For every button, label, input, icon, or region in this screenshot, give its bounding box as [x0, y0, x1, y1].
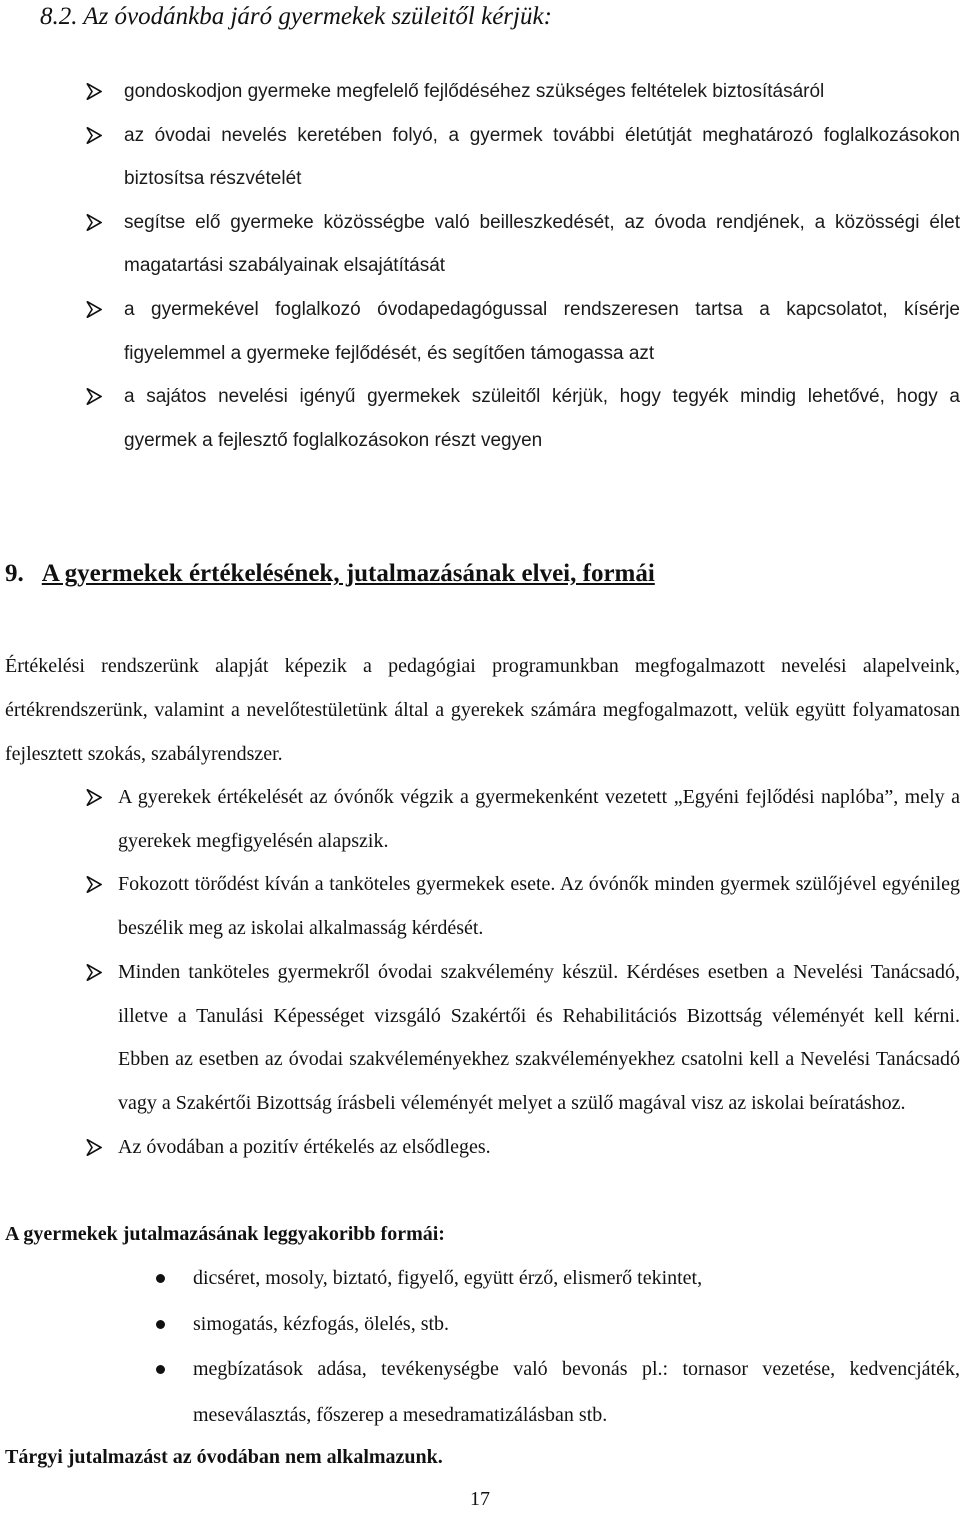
list-item [84, 951, 960, 1126]
arrow-bullet-icon [86, 375, 106, 418]
list-item-text: gondoskodjon gyermeke megfelelő fejlődéséhez szükséges feltételek biztosításáról [124, 81, 825, 102]
bullet-icon [156, 1365, 165, 1374]
list-item [150, 1347, 960, 1438]
page-number: 17 [470, 1488, 490, 1510]
list-item-text: dicséret, mosoly, biztató, figyelő, együtt érző, elismerő tekintet, [193, 1267, 703, 1289]
bullet-icon [156, 1274, 165, 1283]
list-item [84, 776, 960, 863]
list-item-text: megbízatások adása, tevékenységbe való bevonás pl.: tornasor vezetése, kedvencjáték, meseválasztás, főszerep a mesedramatizálásban stb. [193, 1358, 960, 1426]
section-title: 8.2. Az óvodánkba járó gyermekek szüleitől kérjük: [40, 3, 552, 30]
arrow-bullet-icon [86, 1126, 106, 1169]
bullet-icon [156, 1320, 165, 1329]
intro-paragraph: Értékelési rendszerünk alapját képezik a pedagógiai programunkban megfogalmazott nevelési alapelveink, értékrendszerünk, valamint a nevelőtestületünk által a gyerekek számára megfogalmazott, velük együtt folyamatosan fejlesztett szokás, szabályrendszer. [5, 655, 960, 765]
list-item-text: segítse elő gyermeke közösségbe való beilleszkedését, az óvoda rendjének, a közösségi élet magatartási szabályainak elsajátítását [124, 211, 960, 277]
arrow-bullet-icon [86, 70, 106, 113]
rewards-list [150, 1256, 960, 1438]
list-item-text: az óvodai nevelés keretében folyó, a gyermek további életútját meghatározó foglalkozásokon biztosítsa részvételét [124, 124, 960, 190]
list-item-text: simogatás, kézfogás, ölelés, stb. [193, 1312, 450, 1335]
list-item [150, 1302, 960, 1348]
list-item-text: a gyermekével foglalkozó óvodapedagógussal rendszeresen tartsa a kapcsolatot, kísérje figyelemmel a gyermeke fejlődését, és segítően támogassa azt [124, 298, 960, 364]
list-item-text: A gyerekek értékelését az óvónők végzik a gyermekenként vezetett „Egyéni fejlődési naplóba”, mely a gyerekek megfigyelésén alapszik. [118, 786, 960, 852]
arrow-bullet-icon [86, 776, 106, 819]
parent-requests-list [84, 70, 960, 462]
arrow-bullet-icon [86, 201, 106, 244]
list-item [150, 1256, 960, 1302]
list-item [84, 1126, 960, 1170]
arrow-bullet-icon [86, 951, 106, 994]
evaluation-list [84, 776, 960, 1169]
list-item-text: a sajátos nevelési igényű gyermekek szüleitől kérjük, hogy tegyék mindig lehetővé, hogy a gyermek a fejlesztő foglalkozásokon részt vegyen [124, 386, 960, 451]
list-item-text: Minden tanköteles gyermekről óvodai szakvélemény készül. Kérdéses esetben a Nevelési Tanácsadó, illetve a Tanulási Képességet vizsgáló Szakértői és Rehabilitációs Bizottság véleményét kell kérni. Ebben az esetben az óvodai szakvéleményekhez szakvéleményekhez csatolni kell a Nevelési Tanácsadó vagy a Szakértői Bizottság írásbeli véleményét melyet a szülő magával visz az iskolai beíratáshoz. [118, 960, 960, 1114]
list-item [84, 70, 960, 114]
list-item [84, 114, 960, 201]
chapter-heading [5, 556, 655, 592]
chapter-number: 9. [5, 560, 24, 587]
list-item [84, 201, 960, 288]
arrow-bullet-icon [86, 863, 106, 906]
chapter-title: A gyermekek értékelésének, jutalmazásának elvei, formái [41, 560, 655, 587]
list-item-text: Az óvodában a pozitív értékelés az elsődleges. [118, 1135, 491, 1158]
closing-statement: Tárgyi jutalmazást az óvodában nem alkalmazunk. [5, 1446, 443, 1468]
arrow-bullet-icon [86, 288, 106, 331]
list-item [84, 288, 960, 375]
rewards-heading: A gyermekek jutalmazásának leggyakoribb formái: [5, 1223, 445, 1245]
list-item [84, 863, 960, 950]
arrow-bullet-icon [86, 114, 106, 157]
list-item [84, 375, 960, 462]
list-item-text: Fokozott törődést kíván a tanköteles gyermekek esete. Az óvónők minden gyermek szülőjével egyénileg beszélik meg az iskolai alkalmasság kérdését. [118, 873, 960, 940]
